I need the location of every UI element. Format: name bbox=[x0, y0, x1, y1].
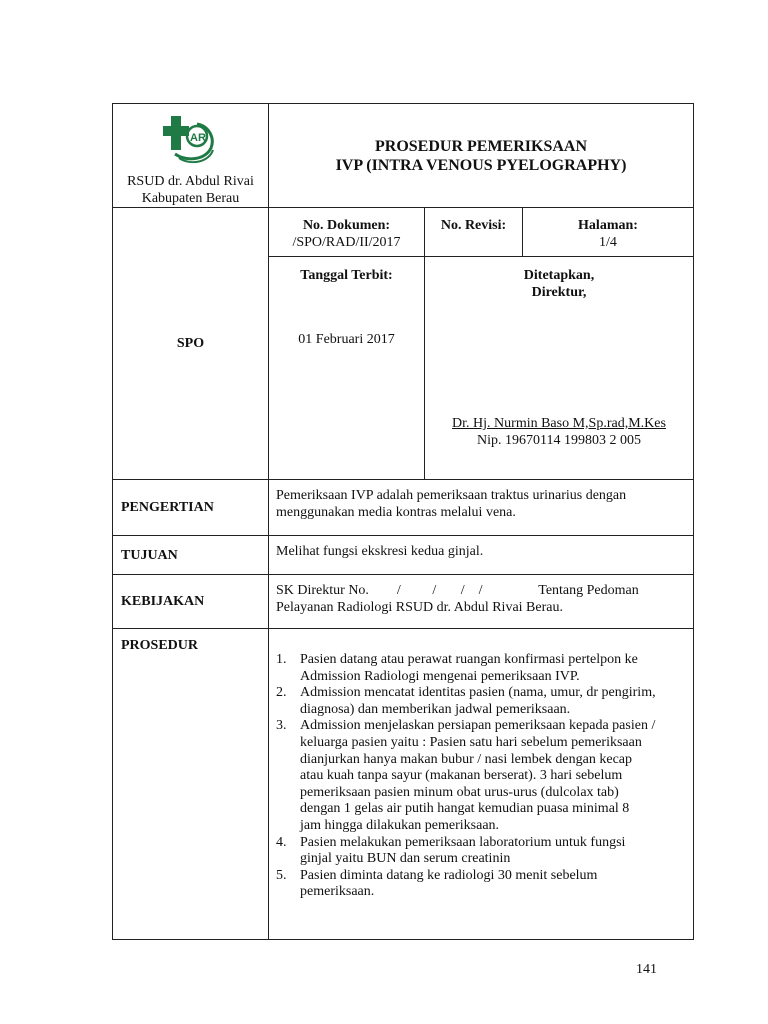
page-cell bbox=[523, 208, 694, 257]
procedure-steps bbox=[276, 652, 685, 901]
step-line: pemeriksaan pasien minum obat urus-urus (dulcolax tab) bbox=[300, 784, 619, 800]
step-line: dengan 1 gelas air putih hangat kemudian puasa minimal 8 bbox=[300, 801, 630, 817]
rsud-cross-logo-icon bbox=[157, 110, 217, 168]
procedure-step bbox=[276, 868, 685, 901]
section-label-pengertian bbox=[113, 480, 269, 536]
section-content-tujuan bbox=[269, 536, 694, 575]
document-title-line1: PROSEDUR PEMERIKSAAN bbox=[374, 138, 587, 155]
procedure-step bbox=[276, 835, 685, 868]
step-line: Admission Radiologi mengenai pemeriksaan IVP. bbox=[300, 668, 580, 684]
spo-label: SPO bbox=[176, 336, 205, 351]
procedure-step bbox=[276, 718, 685, 834]
signatory-nip: Nip. 19670114 199803 2 005 bbox=[477, 433, 641, 448]
step-number: 3. bbox=[276, 718, 287, 734]
hospital-name-line1: RSUD dr. Abdul Rivai bbox=[127, 174, 254, 189]
spo-table bbox=[112, 103, 694, 940]
page-number: 141 bbox=[636, 962, 657, 977]
step-number: 4. bbox=[276, 834, 287, 850]
spo-document bbox=[112, 103, 693, 914]
step-line: jam hingga dilakukan pemeriksaan. bbox=[300, 817, 500, 833]
approval-role: Direktur, bbox=[531, 285, 587, 300]
document-number-cell bbox=[269, 208, 425, 257]
step-line: pemeriksaan. bbox=[300, 884, 375, 900]
section-label-tujuan bbox=[113, 536, 269, 575]
hospital-header-cell bbox=[113, 104, 269, 208]
approval-title: Ditetapkan, bbox=[523, 268, 595, 283]
tujuan-text: Melihat fungsi ekskresi kedua ginjal. bbox=[276, 544, 484, 559]
section-content-pengertian bbox=[269, 480, 694, 536]
procedure-step bbox=[276, 685, 685, 718]
step-line: Admission menjelaskan persiapan pemeriksaan kepada pasien / bbox=[300, 718, 656, 734]
hospital-name bbox=[113, 173, 268, 207]
step-line: ginjal yaitu BUN dan serum creatinin bbox=[300, 851, 511, 867]
tujuan-label-text: TUJUAN bbox=[121, 547, 178, 563]
step-line: dianjurkan hanya makan bubur / nasi lembek dengan kecap bbox=[300, 751, 632, 767]
revision-label: No. Revisi: bbox=[440, 218, 507, 233]
step-line: Admission mencatat identitas pasien (nama, umur, dr pengirim, bbox=[300, 685, 656, 701]
issue-date-value: 01 Februari 2017 bbox=[298, 332, 395, 347]
page-label: Halaman: bbox=[578, 218, 638, 233]
step-number: 2. bbox=[276, 685, 287, 701]
step-line: Pasien melakukan pemeriksaan laboratorium untuk fungsi bbox=[300, 834, 626, 850]
pengertian-line2: menggunakan media kontras melalui vena. bbox=[276, 505, 516, 520]
prosedur-label-text: PROSEDUR bbox=[121, 638, 199, 653]
revision-cell bbox=[425, 208, 523, 257]
document-title-line2: IVP (INTRA VENOUS PYELOGRAPHY) bbox=[335, 157, 627, 174]
step-line: keluarga pasien yaitu : Pasien satu hari sebelum pemeriksaan bbox=[300, 734, 642, 750]
section-label-kebijakan bbox=[113, 575, 269, 629]
step-line: atau kuah tanpa sayur (makanan berserat). 3 hari sebelum bbox=[300, 768, 623, 784]
section-label-prosedur bbox=[113, 629, 269, 940]
step-line: Pasien diminta datang ke radiologi 30 menit sebelum bbox=[300, 867, 598, 883]
step-number: 1. bbox=[276, 652, 287, 667]
pengertian-label-text: PENGERTIAN bbox=[121, 500, 214, 515]
step-number: 5. bbox=[276, 867, 287, 883]
kebijakan-line2: Pelayanan Radiologi RSUD dr. Abdul Rivai Berau. bbox=[276, 600, 563, 615]
page-value: 1/4 bbox=[599, 235, 617, 250]
step-line: Pasien datang atau perawat ruangan konfirmasi pertelpon ke bbox=[300, 652, 638, 667]
section-content-kebijakan bbox=[269, 575, 694, 629]
document-number-value: /SPO/RAD/II/2017 bbox=[292, 235, 401, 250]
document-title-cell bbox=[269, 104, 694, 208]
signatory-name: Dr. Hj. Nurmin Baso M,Sp.rad,M.Kes bbox=[452, 416, 666, 431]
section-content-prosedur bbox=[269, 629, 694, 940]
kebijakan-line1: SK Direktur No. / / / / Tentang Pedoman bbox=[276, 583, 639, 598]
approval-cell bbox=[425, 257, 694, 480]
kebijakan-label-text: KEBIJAKAN bbox=[121, 594, 205, 609]
signatory bbox=[425, 415, 693, 449]
spo-label-cell bbox=[113, 208, 269, 480]
step-line: diagnosa) dan memberikan jadwal pemeriksaan. bbox=[300, 701, 571, 717]
procedure-step bbox=[276, 652, 685, 685]
issue-date-label: Tanggal Terbit: bbox=[300, 268, 393, 283]
issue-date-cell bbox=[269, 257, 425, 480]
document-number-label: No. Dokumen: bbox=[302, 218, 391, 233]
svg-text:AR: AR bbox=[190, 132, 206, 144]
pengertian-line1: Pemeriksaan IVP adalah pemeriksaan traktus urinarius dengan bbox=[276, 488, 627, 503]
hospital-name-line2: Kabupaten Berau bbox=[141, 191, 240, 206]
